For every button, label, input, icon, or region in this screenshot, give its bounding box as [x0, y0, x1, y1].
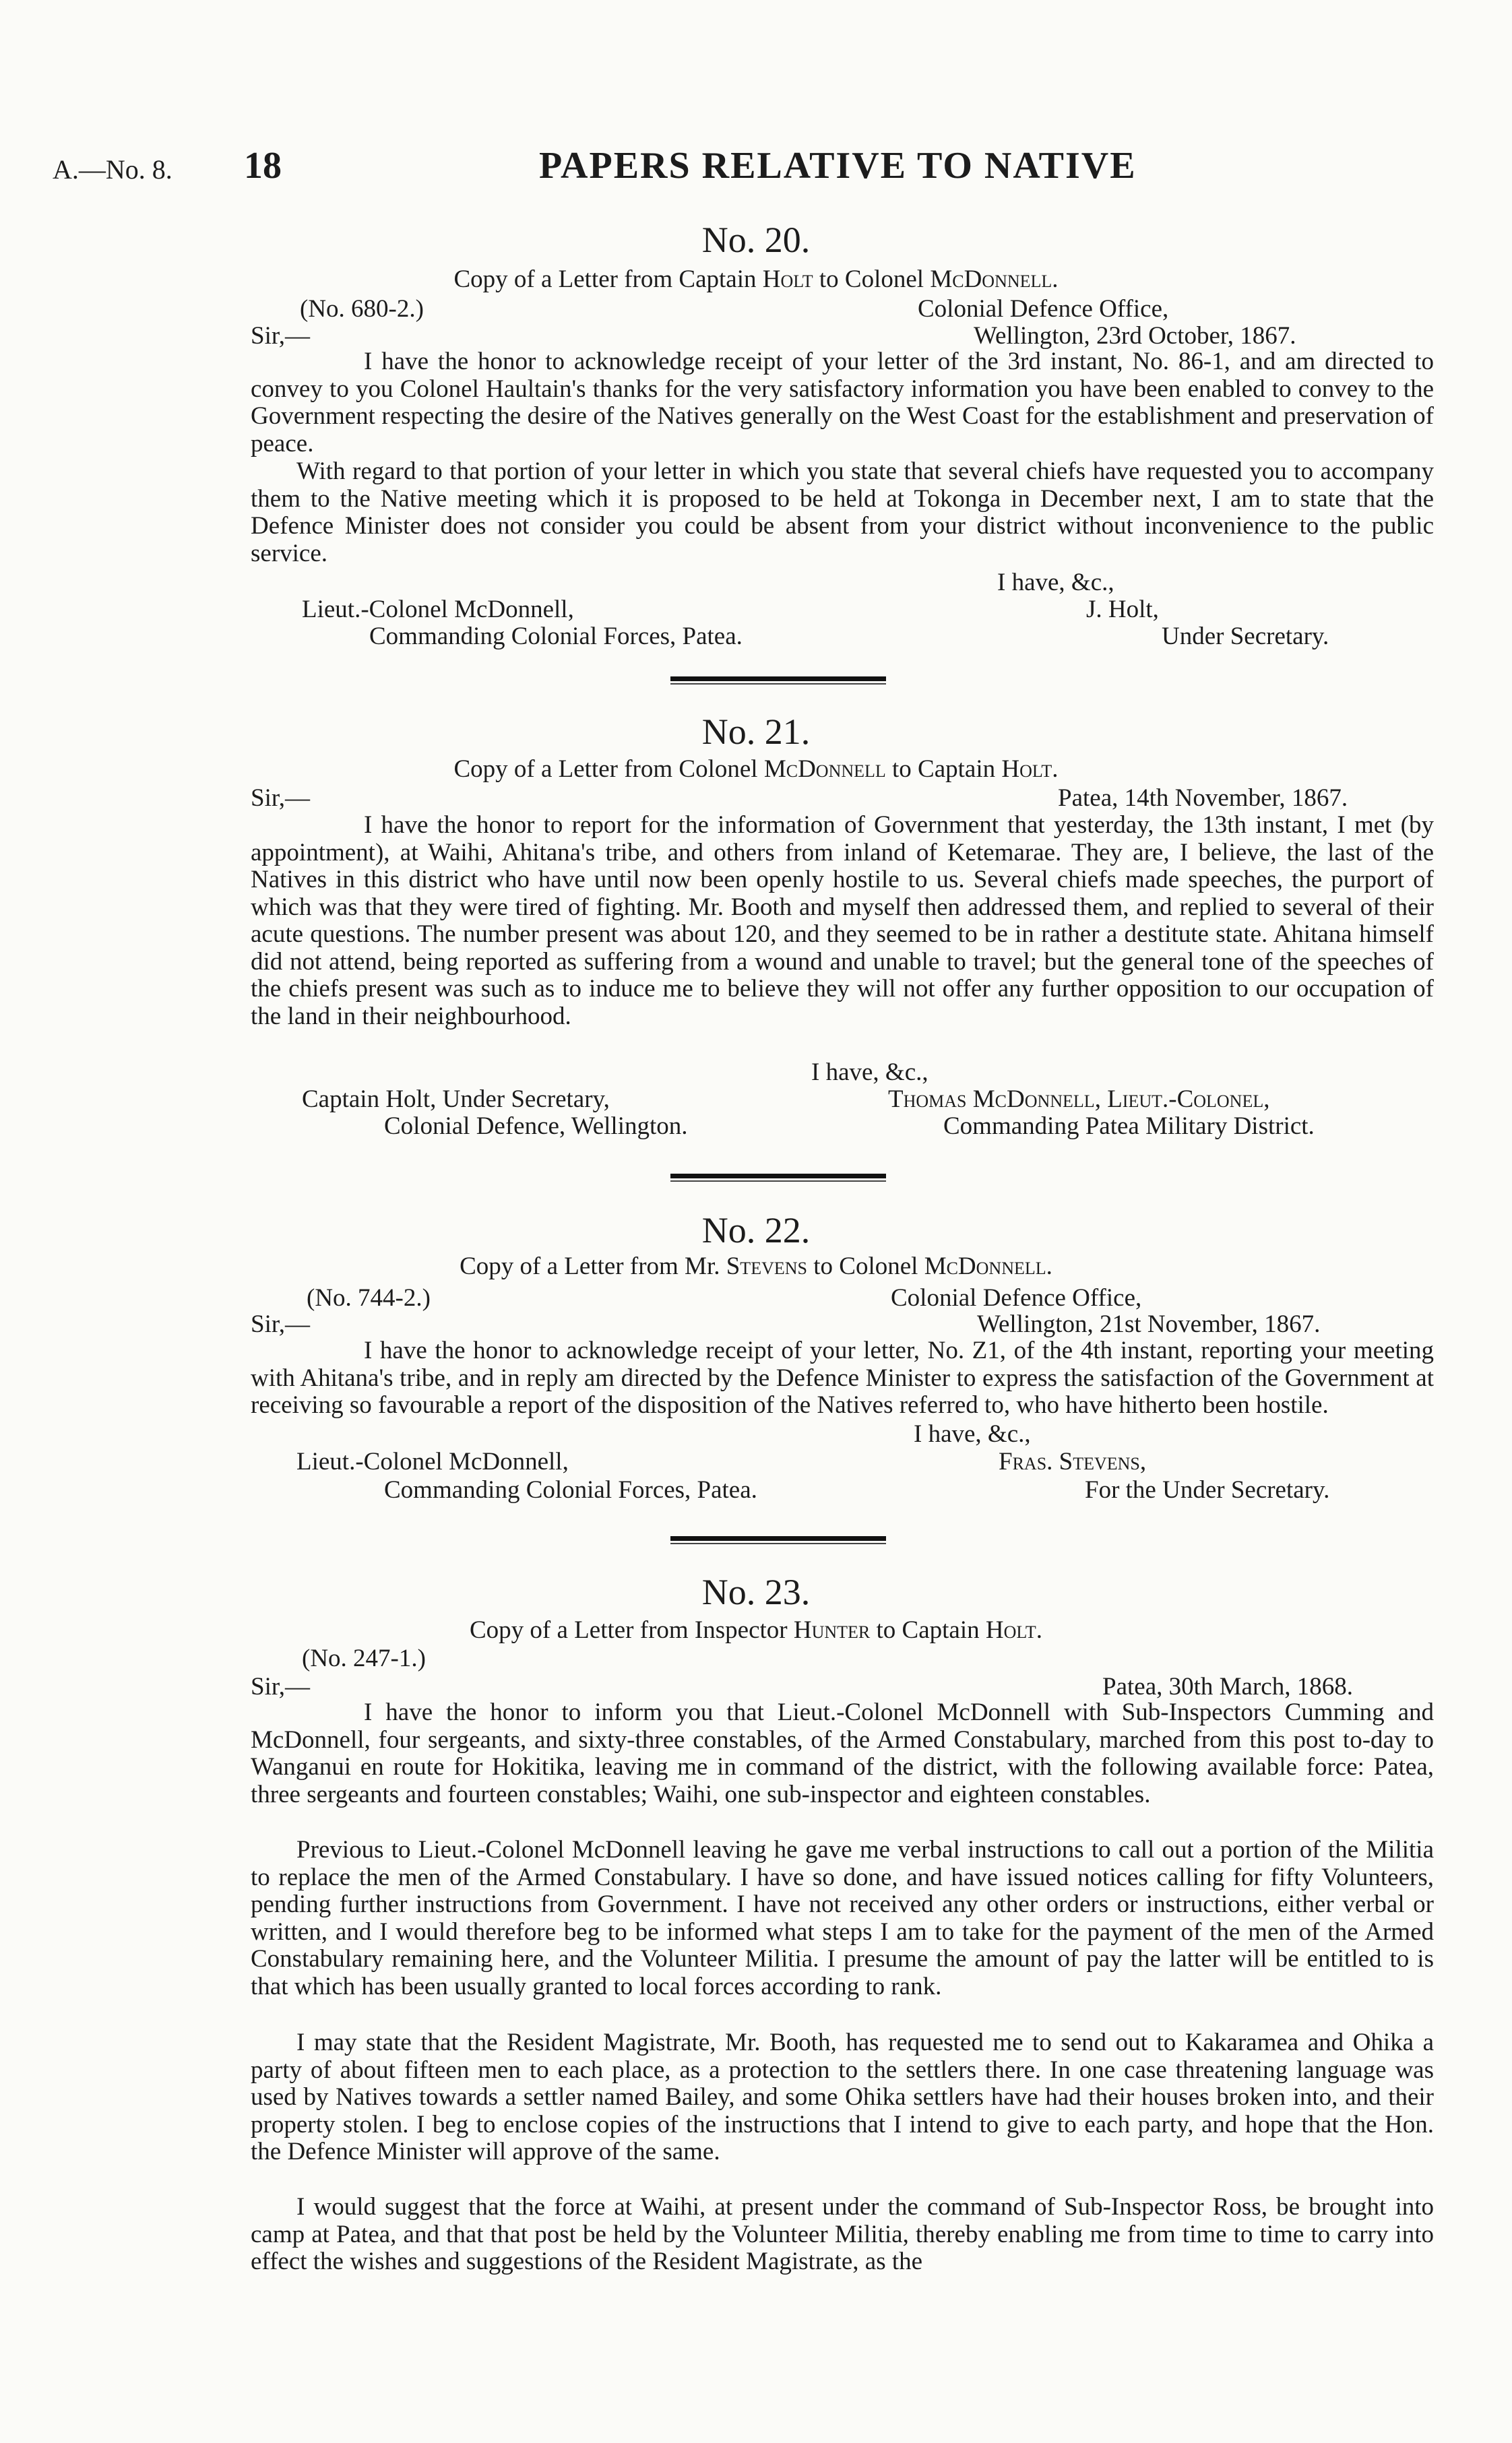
signature-title: For the Under Secretary.: [1085, 1476, 1330, 1504]
salutation: Sir,—: [251, 1673, 310, 1701]
signature-title: Under Secretary.: [1162, 623, 1329, 650]
addressee-title: Commanding Colonial Forces, Patea.: [384, 1476, 757, 1504]
letter-paragraph: I have the honor to inform you that Lieut.-Colonel McDonnell with Sub-Inspectors Cumming and McDonnell, four sergeants, and sixty-three constables, of the Armed Constabulary, marched from this post to-day to Wanganui en route for Hokitika, leaving me in command of the district, with the following available force: Patea, three sergeants and fourteen constables; Waihi, one sub-inspector and eighteen constables.: [251, 1699, 1434, 1808]
addressee-name: Lieut.-Colonel McDonnell,: [302, 596, 574, 623]
closing: I have, &c.,: [811, 1058, 928, 1086]
place-date: Patea, 14th November, 1867.: [1058, 784, 1348, 812]
letter-subtitle: Copy of a Letter from Mr. Stevens to Colonel McDonnell.: [460, 1252, 1052, 1280]
addressee-title: Commanding Colonial Forces, Patea.: [369, 623, 743, 650]
letter-paragraph: I have the honor to acknowledge receipt of your letter, No. Z1, of the 4th instant, reporting your meeting with Ahitana's tribe, and in reply am directed by the Defence Minister to express the satisfaction of the Government at receiving so favourable a report of the disposition of the Natives referred to, who have hitherto been hostile.: [251, 1337, 1434, 1419]
closing: I have, &c.,: [914, 1420, 1031, 1448]
letter-paragraph: I have the honor to report for the information of Government that yesterday, the 13th instant, I met (by appointment), at Waihi, Ahitana's tribe, and others from inland of Ketemarae. They are, I believe, the last of the Natives in this district who have until now been openly hostile to us. Several chiefs made speeches, the purport of which was that they were tired of fighting. Mr. Booth and myself then addressed them, and replied to several of their acute questions. The number present was about 120, and they seemed to be in rather a destitute state. Ahitana himself did not attend, being reported as suffering from a wound and unable to travel; but the general tone of the speeches of the chiefs present was such as to induce me to believe they will not offer any further opposition to our occupation of the land in their neighbourhood.: [251, 811, 1434, 1030]
section-divider: [670, 1174, 886, 1178]
letter-reference: (No. 680-2.): [300, 295, 424, 323]
place-date: Wellington, 23rd October, 1867.: [974, 322, 1296, 350]
letter-paragraph: I have the honor to acknowledge receipt of your letter of the 3rd instant, No. 86-1, and am directed to convey to you Colonel Haultain's thanks for the very satisfactory information you have been enabled to convey to the Government respecting the desire of the Natives generally on the West Coast for the establishment and preservation of peace.: [251, 348, 1434, 457]
letter-subtitle: Copy of a Letter from Inspector Hunter to Captain Holt.: [470, 1616, 1042, 1644]
signature-title: Commanding Patea Military District.: [943, 1112, 1315, 1140]
section-divider: [670, 1536, 886, 1541]
salutation: Sir,—: [251, 1310, 310, 1338]
addressee-title: Colonial Defence, Wellington.: [384, 1112, 688, 1140]
letter-paragraph: I may state that the Resident Magistrate, Mr. Booth, has requested me to send out to Kakaramea and Ohika a party of about fifteen men to each place, as a protection to the settlers there. In one case threatening language was used by Natives towards a settler named Bailey, and some Ohika settlers have had their houses broken into, and their property stolen. I beg to enclose copies of the instructions that I intend to give to each party, and hope that the Hon. the Defence Minister will approve of the same.: [251, 2029, 1434, 2165]
letter-subtitle: Copy of a Letter from Colonel McDonnell to Captain Holt.: [453, 755, 1059, 783]
letter-reference: (No. 247-1.): [302, 1645, 426, 1672]
closing: I have, &c.,: [997, 569, 1114, 596]
section-divider: [670, 676, 886, 681]
letter-number: No. 23.: [701, 1572, 811, 1612]
page-title: PAPERS RELATIVE TO NATIVE: [539, 145, 1137, 187]
sender-office: Colonial Defence Office,: [891, 1284, 1142, 1312]
letter-paragraph: With regard to that portion of your letter in which you state that several chiefs have requested you to accompany them to the Native meeting which it is proposed to be held at Tokonga in December next, I am to state that the Defence Minister does not consider you could be absent from your district without inconvenience to the public service.: [251, 457, 1434, 567]
salutation: Sir,—: [251, 784, 310, 812]
sender-office: Colonial Defence Office,: [918, 295, 1169, 323]
letter-paragraph: I would suggest that the force at Waihi, at present under the command of Sub-Inspector Ross, be brought into camp at Patea, and that that post be held by the Volunteer Militia, thereby enabling me from time to time to carry into effect the wishes and suggestions of the Resident Magistrate, as the: [251, 2193, 1434, 2275]
letter-paragraph: Previous to Lieut.-Colonel McDonnell leaving he gave me verbal instructions to call out a portion of the Militia to replace the men of the Armed Constabulary. I have so done, and have issued notices calling for fifty Volunteers, pending further instructions from Government. I have not received any other orders or instructions, either verbal or written, and I would therefore beg to be informed what steps I am to take for the payment of the men of the Armed Constabulary remaining here, and the Volunteer Militia. I presume the amount of pay the latter will be entitled to is that which has been usually granted to local forces according to rank.: [251, 1836, 1434, 2000]
letter-subtitle: Copy of a Letter from Captain Holt to Colonel McDonnell.: [453, 265, 1059, 293]
place-date: Patea, 30th March, 1868.: [1102, 1673, 1353, 1701]
place-date: Wellington, 21st November, 1867.: [977, 1310, 1321, 1338]
letter-reference: (No. 744-2.): [307, 1284, 431, 1312]
addressee-name: Captain Holt, Under Secretary,: [302, 1085, 610, 1113]
signature: Fras. Stevens,: [999, 1448, 1147, 1476]
letter-number: No. 20.: [701, 220, 811, 260]
signature: J. Holt,: [1086, 596, 1159, 623]
letter-number: No. 22.: [701, 1210, 811, 1250]
signature: Thomas McDonnell, Lieut.-Colonel,: [888, 1085, 1270, 1113]
salutation: Sir,—: [251, 322, 310, 350]
document-reference: A.—No. 8.: [53, 154, 172, 185]
letter-number: No. 21.: [701, 711, 811, 752]
addressee-name: Lieut.-Colonel McDonnell,: [296, 1448, 569, 1476]
page-number: 18: [244, 145, 282, 187]
